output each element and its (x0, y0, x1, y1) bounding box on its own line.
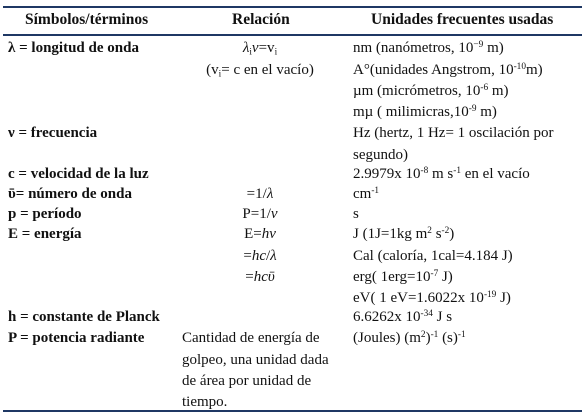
term-energy: E = energía (8, 226, 82, 242)
units-wavelength-angstrom: A°(unidades Angstrom, $10^{-10}m$) (353, 61, 543, 78)
units-energy-electronvolt: eV( 1 eV=1.6022x $10^{-19}$ J) (353, 289, 511, 306)
relation-wavelength: $\lambda_i\nu=v_i$ (242, 40, 278, 58)
units-energy-erg: erg( $1erg=10^{-7}$ J) (353, 268, 453, 285)
units-energy-calorie: Cal (caloría, 1cal=4.184 J) (353, 248, 513, 264)
units-frequency-line2: segundo) (353, 147, 408, 163)
term-planck-constant: h = constante de Planck (8, 309, 160, 325)
header-rule (3, 34, 582, 36)
term-radiant-power: P = potencia radiante (8, 330, 145, 346)
relation-energy-3: =hcῡ (245, 269, 275, 285)
term-wavelength: λ = longitud de onda (8, 40, 139, 56)
header-units: Unidades frecuentes usadas (371, 11, 554, 28)
header-relation: Relación (232, 11, 290, 28)
relation-radiant-power-line1: Cantidad de energía de (182, 330, 320, 346)
units-period: s (353, 206, 359, 222)
top-rule (3, 6, 582, 8)
term-wavenumber: ῡ= número de onda (8, 186, 132, 202)
units-planck-constant: 6.6262x $10^{-34}$ J s (353, 308, 453, 325)
units-wavelength-millimicron: mµ ( $milimicras,10^{-9}$ m) (353, 103, 497, 120)
units-wavelength-micrometer: µm (micrómetros, $10^{-6}$ m) (353, 82, 509, 99)
units-wavelength-nm: nm (nanómetros, $10^{-9}$ m) (353, 39, 504, 56)
header-symbols-terms: Símbolos/términos (25, 11, 149, 28)
relation-radiant-power-line3: de área por unidad de (182, 373, 312, 389)
units-speed-of-light: 2.9979x $10^{-8}$ m $s^{-1}$ en el vacío (353, 165, 530, 182)
units-frequency-line1: Hz (hertz, 1 Hz= 1 oscilación por (353, 125, 554, 141)
relation-radiant-power-line2: golpeo, una unidad dada (182, 352, 329, 368)
bottom-rule (3, 410, 582, 412)
units-energy-joule: J (1J=1kg $m^2$ $s^{-2}$) (353, 225, 455, 242)
relation-wavenumber: =1/λ (246, 186, 274, 202)
relation-radiant-power-line4: tiempo. (182, 394, 228, 410)
term-frequency: ν = frecuencia (8, 125, 98, 141)
relation-energy-2: =hc/λ (243, 248, 277, 264)
relation-period: P=1/ν (242, 206, 278, 222)
term-period: p = período (8, 206, 82, 222)
units-wavenumber: $cm^{-1}$ (353, 185, 380, 202)
units-radiant-power: (Joules) $(m^2)^{-1}$ $(s)^{-1}$ (353, 329, 466, 346)
term-speed-of-light: c = velocidad de la luz (8, 166, 149, 182)
relation-energy-1: E=hν (244, 226, 276, 242)
relation-wavelength-note: ($v_i= c$ en el vacío) (206, 62, 314, 80)
